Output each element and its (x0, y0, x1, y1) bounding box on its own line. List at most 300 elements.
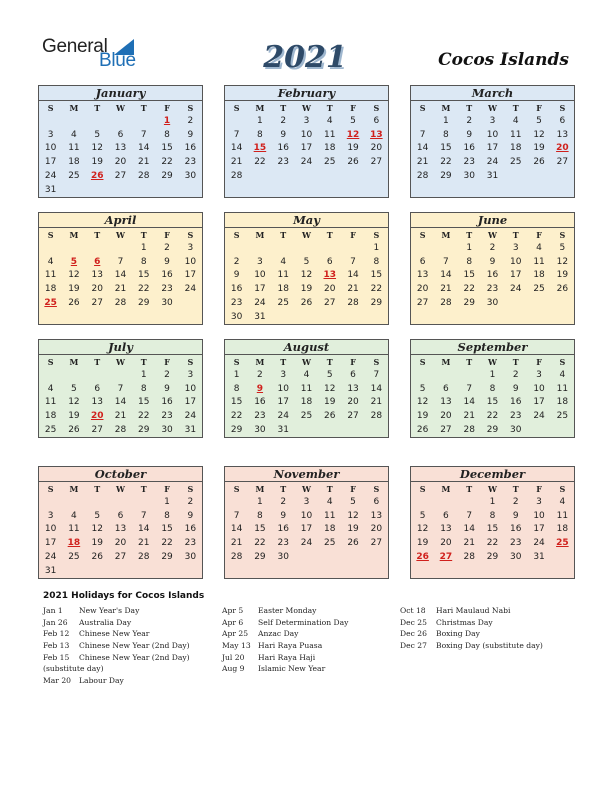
week-row (225, 409, 388, 423)
day-cell: 24 (184, 411, 197, 422)
day-cell: 9 (187, 510, 194, 521)
day-cell: 15 (161, 524, 173, 535)
day-cell: 22 (230, 411, 243, 422)
day-cell: 12 (91, 524, 103, 535)
holiday-day-cell: 27 (439, 552, 453, 563)
day-cell: 31 (184, 425, 197, 436)
day-cell: 18 (44, 284, 57, 295)
weekday-label: W (487, 229, 497, 240)
day-cell: 24 (300, 538, 313, 549)
weekday-label: S (373, 356, 380, 367)
weekday-label: S (187, 102, 194, 113)
day-cell: 1 (257, 496, 263, 507)
day-cell: 18 (556, 397, 569, 408)
day-cell: 12 (416, 524, 429, 535)
week-row (39, 409, 202, 423)
day-cell: 28 (230, 552, 243, 563)
day-cell: 23 (463, 157, 475, 168)
week-row (39, 169, 202, 183)
logo-word-general: General (42, 36, 108, 57)
day-cell: 30 (510, 552, 522, 563)
day-cell: 10 (533, 510, 545, 521)
day-cell: 12 (68, 397, 80, 408)
day-cell: 15 (486, 397, 499, 408)
day-cell: 12 (300, 270, 313, 281)
weekday-label: S (559, 483, 566, 494)
day-cell: 28 (138, 552, 150, 563)
weekday-label: W (301, 229, 311, 240)
day-cell: 23 (230, 298, 243, 309)
day-cell: 19 (68, 411, 80, 422)
day-cell: 19 (556, 270, 569, 281)
weekday-label: T (466, 229, 473, 240)
day-cell (318, 241, 341, 255)
day-cell: 7 (233, 129, 240, 140)
weekday-label: T (140, 483, 147, 494)
weekday-label: S (47, 229, 54, 240)
day-cell: 16 (161, 397, 173, 408)
day-cell (341, 241, 364, 255)
day-cell: 7 (443, 256, 449, 267)
day-cell (132, 114, 155, 128)
day-cell: 31 (44, 184, 57, 195)
day-cell: 3 (257, 256, 263, 267)
day-cell: 4 (47, 256, 54, 267)
day-cell: 21 (114, 284, 127, 295)
day-cell (225, 241, 248, 255)
weekday-label: M (441, 356, 451, 367)
day-cell: 13 (347, 383, 359, 394)
day-cell: 11 (324, 129, 336, 140)
day-cell: 2 (257, 369, 263, 380)
holiday-day-cell: 26 (416, 552, 429, 563)
day-cell: 17 (300, 524, 313, 535)
day-cell (248, 241, 271, 255)
day-cell: 17 (44, 538, 57, 549)
weekday-label: T (280, 356, 287, 367)
day-cell (365, 550, 388, 564)
weekday-label: W (487, 483, 497, 494)
day-cell (318, 310, 341, 324)
weekday-label: F (164, 102, 170, 113)
week-row (39, 550, 202, 564)
day-cell: 7 (466, 510, 473, 521)
day-cell: 16 (161, 270, 173, 281)
day-cell: 4 (280, 256, 287, 267)
day-cell (109, 183, 132, 197)
day-cell (551, 296, 574, 310)
day-cell: 12 (416, 397, 429, 408)
day-cell: 31 (486, 171, 499, 182)
day-cell: 10 (277, 383, 289, 394)
day-cell: 17 (510, 270, 522, 281)
day-cell: 7 (140, 510, 147, 521)
day-cell: 19 (91, 157, 103, 168)
weekday-label: M (69, 356, 79, 367)
holidays-title: 2021 Holidays for Cocos Islands (43, 591, 205, 601)
holiday-date: Feb 12 (43, 629, 70, 639)
day-cell: 24 (533, 411, 545, 422)
day-cell: 26 (91, 552, 103, 563)
day-cell: 23 (161, 284, 173, 295)
weekday-label: S (233, 102, 240, 113)
day-cell: 29 (161, 552, 173, 563)
day-cell (365, 169, 388, 183)
day-cell: 1 (140, 242, 147, 253)
day-cell (272, 310, 295, 324)
weekday-label: T (466, 483, 473, 494)
day-cell (132, 564, 155, 578)
month-march (410, 85, 575, 198)
day-cell: 2 (512, 369, 519, 380)
day-cell: 6 (117, 510, 124, 521)
holiday-row (400, 605, 543, 617)
day-cell: 31 (533, 552, 545, 563)
day-cell: 10 (533, 383, 545, 394)
day-cell: 17 (184, 270, 197, 281)
day-cell: 13 (114, 524, 127, 535)
day-cell: 4 (326, 115, 333, 126)
day-cell: 13 (556, 129, 569, 140)
day-cell: 20 (440, 538, 452, 549)
weekday-label: W (301, 483, 311, 494)
weekday-label: S (373, 229, 380, 240)
day-cell: 28 (370, 411, 383, 422)
month-november (224, 466, 389, 579)
day-cell: 22 (463, 284, 475, 295)
day-cell: 14 (114, 270, 127, 281)
day-cell: 9 (280, 510, 287, 521)
day-cell: 20 (114, 157, 127, 168)
weekday-label: T (94, 102, 101, 113)
day-cell: 7 (466, 383, 473, 394)
day-cell: 17 (486, 143, 499, 154)
day-cell: 14 (370, 383, 383, 394)
day-cell (62, 241, 85, 255)
day-cell: 25 (68, 171, 80, 182)
day-cell: 16 (230, 284, 243, 295)
day-cell: 12 (556, 256, 569, 267)
day-cell: 6 (443, 510, 449, 521)
week-row (39, 282, 202, 296)
day-cell: 26 (416, 425, 429, 436)
day-cell: 29 (138, 425, 150, 436)
week-row (225, 550, 388, 564)
day-cell: 2 (187, 496, 194, 507)
day-cell: 2 (489, 242, 496, 253)
day-cell: 6 (559, 115, 566, 126)
weekday-label: W (487, 102, 497, 113)
day-cell: 8 (373, 256, 380, 267)
day-cell: 14 (347, 270, 359, 281)
holiday-column (400, 605, 543, 652)
weekday-label: T (512, 483, 519, 494)
day-cell: 3 (47, 510, 54, 521)
day-cell: 5 (94, 510, 101, 521)
day-cell (295, 169, 318, 183)
day-cell (272, 169, 295, 183)
day-cell: 8 (140, 256, 147, 267)
day-cell: 2 (466, 115, 473, 126)
day-cell: 12 (91, 143, 103, 154)
day-cell: 26 (324, 411, 336, 422)
day-cell: 21 (347, 284, 359, 295)
holiday-day-cell: 18 (67, 538, 81, 549)
day-cell (39, 368, 62, 382)
day-cell: 29 (486, 425, 499, 436)
day-cell: 21 (138, 538, 150, 549)
day-cell: 4 (536, 242, 542, 253)
weekday-label: S (419, 229, 426, 240)
day-cell (39, 495, 62, 509)
week-row (411, 495, 574, 509)
day-cell: 16 (277, 524, 289, 535)
weekday-label: T (326, 483, 333, 494)
weekday-label: S (233, 356, 240, 367)
day-cell: 24 (486, 157, 499, 168)
day-cell: 30 (463, 171, 475, 182)
holiday-name: Boxing Day (436, 629, 480, 639)
weekday-label: S (47, 483, 54, 494)
day-cell: 2 (280, 496, 287, 507)
holiday-day-cell: 25 (556, 538, 569, 549)
day-cell: 3 (303, 496, 310, 507)
week-row (225, 114, 388, 128)
holiday-date: Jul 20 (222, 652, 245, 662)
day-cell: 21 (138, 157, 150, 168)
holiday-date: Jan 1 (43, 606, 63, 615)
holiday-date: Jan 26 (43, 617, 68, 627)
week-row (39, 368, 202, 382)
day-cell: 1 (257, 115, 263, 126)
day-cell: 10 (184, 383, 197, 394)
day-cell: 20 (370, 143, 383, 154)
week-row (225, 255, 388, 269)
week-row (39, 128, 202, 142)
day-cell: 26 (300, 298, 313, 309)
day-cell: 24 (300, 157, 313, 168)
weekday-label: S (233, 229, 240, 240)
day-cell: 22 (370, 284, 383, 295)
holiday-row (222, 640, 348, 652)
holiday-column (43, 605, 190, 687)
day-cell: 15 (463, 270, 475, 281)
day-cell (434, 241, 457, 255)
day-cell (39, 241, 62, 255)
weekday-label: S (373, 102, 380, 113)
day-cell: 1 (233, 369, 240, 380)
day-cell (86, 495, 109, 509)
holiday-date: May 13 (222, 641, 251, 651)
weekday-label: M (441, 483, 451, 494)
day-cell (504, 296, 527, 310)
day-cell (527, 423, 550, 437)
day-cell: 19 (300, 284, 313, 295)
day-cell: 19 (347, 524, 359, 535)
day-cell: 21 (463, 538, 475, 549)
day-cell: 31 (254, 311, 266, 322)
day-cell: 10 (486, 129, 499, 140)
day-cell (62, 368, 85, 382)
day-cell: 18 (300, 397, 313, 408)
day-cell: 29 (486, 552, 499, 563)
day-cell: 18 (44, 411, 57, 422)
day-cell (155, 183, 178, 197)
week-row (225, 169, 388, 183)
day-cell: 4 (512, 115, 519, 126)
holiday-day-cell: 5 (70, 256, 78, 267)
day-cell: 31 (277, 425, 289, 436)
day-cell: 9 (164, 383, 170, 394)
day-cell (434, 495, 457, 509)
day-cell: 18 (68, 157, 80, 168)
day-cell: 30 (161, 298, 173, 309)
holiday-day-cell: 26 (90, 171, 104, 182)
day-cell: 6 (94, 383, 101, 394)
day-cell: 29 (254, 552, 266, 563)
day-cell: 26 (68, 425, 80, 436)
weekday-label: T (140, 102, 147, 113)
day-cell (109, 368, 132, 382)
day-cell: 15 (370, 270, 383, 281)
day-cell (155, 564, 178, 578)
day-cell: 23 (161, 411, 173, 422)
day-cell: 8 (489, 510, 496, 521)
day-cell: 18 (556, 524, 569, 535)
day-cell: 29 (161, 171, 173, 182)
week-row (411, 142, 574, 156)
day-cell: 14 (138, 524, 150, 535)
holiday-name: Hari Raya Puasa (258, 641, 323, 651)
day-cell (86, 183, 109, 197)
day-cell: 2 (164, 369, 170, 380)
day-cell: 16 (184, 524, 197, 535)
day-cell: 11 (300, 383, 313, 394)
day-cell (318, 423, 341, 437)
day-cell: 8 (443, 129, 449, 140)
day-cell: 15 (230, 397, 243, 408)
weekday-label: S (419, 102, 426, 113)
day-cell: 6 (443, 383, 449, 394)
holiday-day-cell: 20 (556, 143, 569, 154)
day-cell: 22 (254, 157, 266, 168)
day-cell: 27 (370, 157, 383, 168)
day-cell: 25 (324, 157, 336, 168)
week-row (39, 423, 202, 437)
week-row (411, 536, 574, 550)
weekday-label: M (255, 229, 265, 240)
day-cell: 16 (254, 397, 266, 408)
day-cell: 28 (463, 552, 475, 563)
holiday-row (400, 628, 543, 640)
day-cell: 19 (416, 411, 429, 422)
day-cell: 6 (373, 115, 380, 126)
day-cell: 8 (489, 383, 496, 394)
weekday-label: F (350, 102, 356, 113)
weekday-label: S (419, 483, 426, 494)
weekday-label: T (140, 356, 147, 367)
day-cell: 14 (230, 524, 243, 535)
day-cell: 3 (187, 369, 194, 380)
day-cell: 25 (324, 538, 336, 549)
day-cell: 20 (416, 284, 429, 295)
holiday-date: Dec 27 (400, 641, 427, 651)
day-cell: 10 (510, 256, 522, 267)
day-cell: 1 (489, 496, 496, 507)
day-cell: 16 (277, 143, 289, 154)
day-cell: 17 (300, 143, 313, 154)
holiday-name: Anzac Day (258, 629, 299, 639)
weekday-label: M (69, 102, 79, 113)
week-row (411, 396, 574, 410)
weekday-label: F (164, 483, 170, 494)
day-cell: 17 (533, 397, 545, 408)
week-row (411, 409, 574, 423)
day-cell: 16 (510, 524, 522, 535)
day-cell (341, 169, 364, 183)
day-cell: 9 (187, 129, 194, 140)
day-cell: 5 (559, 242, 566, 253)
day-cell: 9 (466, 129, 473, 140)
week-row (39, 509, 202, 523)
day-cell: 1 (466, 242, 473, 253)
week-row (225, 368, 388, 382)
week-row (39, 564, 202, 578)
holiday-date: Feb 15 (43, 652, 70, 662)
day-cell (411, 368, 434, 382)
day-cell: 3 (512, 242, 519, 253)
weekday-label: M (255, 483, 265, 494)
day-cell: 4 (326, 496, 333, 507)
month-name: June (411, 213, 574, 228)
holiday-name: Boxing Day (substitute day) (436, 641, 543, 651)
day-cell: 21 (230, 538, 243, 549)
day-cell (458, 495, 481, 509)
day-cell: 15 (440, 143, 452, 154)
weekday-label: F (350, 356, 356, 367)
holiday-name: Hari Maulaud Nabi (436, 606, 511, 615)
day-cell (39, 114, 62, 128)
weekday-label: T (512, 229, 519, 240)
day-cell: 26 (347, 157, 359, 168)
day-cell: 1 (140, 369, 147, 380)
day-cell: 5 (536, 115, 542, 126)
weekday-label: T (512, 356, 519, 367)
holiday-row (400, 640, 543, 652)
day-cell: 27 (91, 425, 103, 436)
weekday-label: T (94, 483, 101, 494)
week-row (411, 368, 574, 382)
week-row (225, 495, 388, 509)
day-cell (132, 495, 155, 509)
holiday-name: Chinese New Year (2nd Day) (79, 641, 190, 651)
day-cell: 30 (230, 311, 243, 322)
holiday-name: Easter Monday (258, 606, 317, 615)
day-cell: 15 (138, 397, 150, 408)
week-row (411, 423, 574, 437)
day-cell: 6 (350, 369, 356, 380)
day-cell: 11 (556, 383, 569, 394)
week-row (411, 269, 574, 283)
holiday-day-cell: 13 (323, 270, 337, 281)
day-cell (551, 169, 574, 183)
day-cell: 20 (347, 397, 359, 408)
day-cell: 23 (510, 411, 522, 422)
day-cell: 7 (233, 510, 240, 521)
day-cell: 5 (303, 256, 310, 267)
day-cell: 6 (419, 256, 426, 267)
day-cell: 26 (68, 298, 80, 309)
